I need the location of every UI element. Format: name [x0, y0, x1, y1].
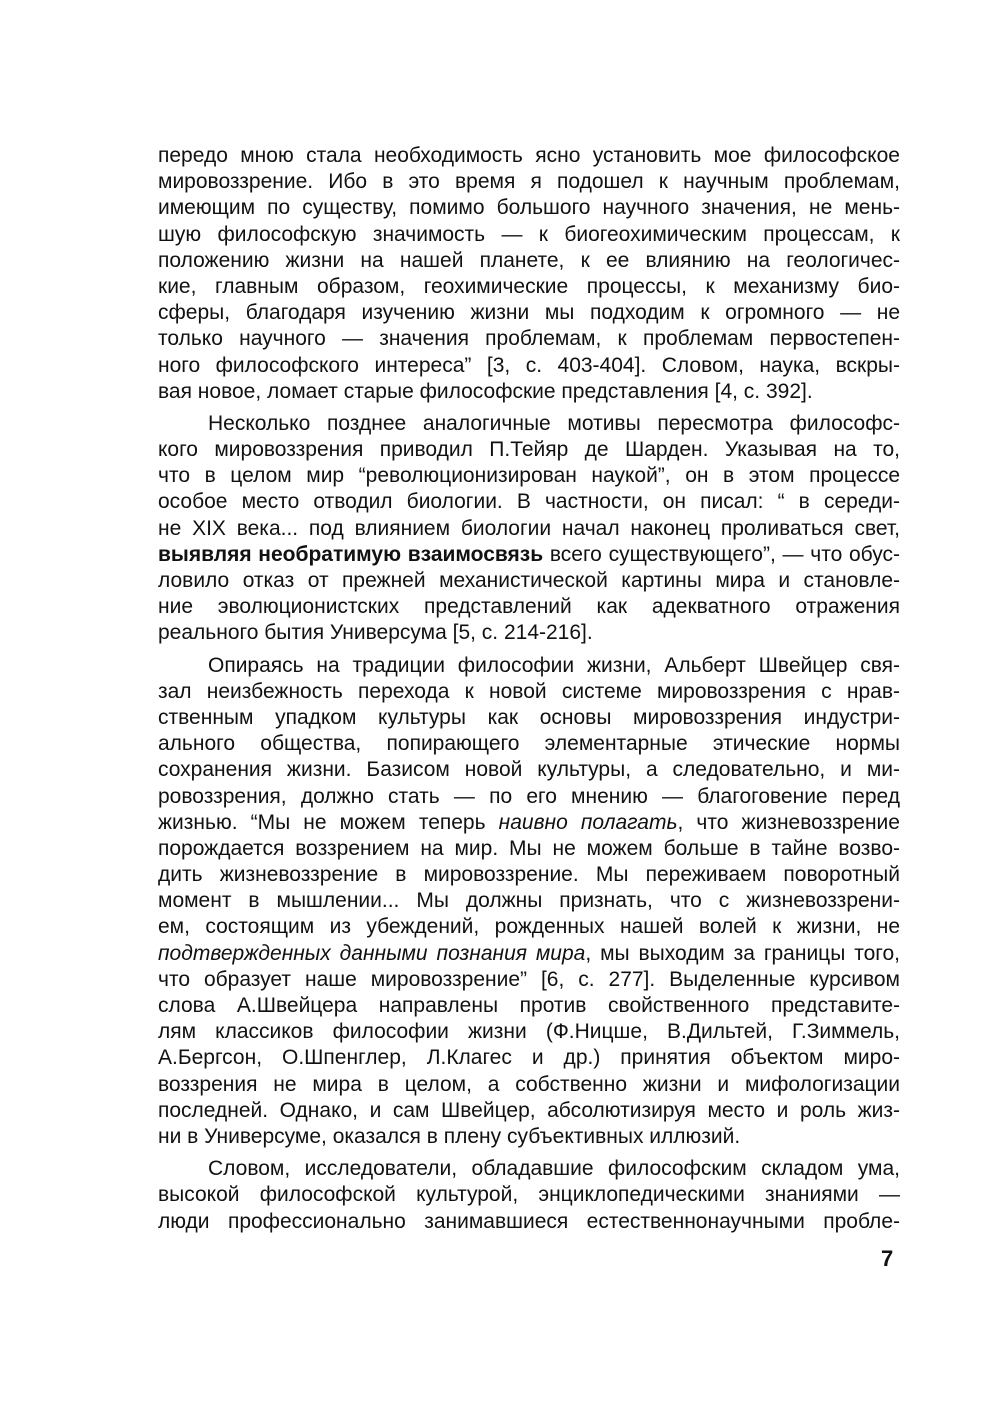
text-run: , что жизневоззрение: [677, 810, 900, 834]
text-line: сферы, благодаря изучению жизни мы подходим к огромного — не: [158, 301, 900, 325]
text-line: воззрения не мира в целом, а собственно жизни и мифологизации: [158, 1072, 900, 1096]
text-line: только научного — значения проблемам, к проблемам первостепен-: [158, 327, 900, 351]
text-line: ем, состоящим из убеждений, рожденных нашей волей к жизни, не: [158, 915, 900, 939]
text-line: вая новое, ломает старые философские представления [4, с. 392].: [158, 379, 813, 403]
page-text: [158, 143, 900, 1235]
text-line: реального бытия Универсума [5, с. 214-216].: [158, 621, 593, 645]
paragraph: [158, 653, 900, 1151]
text-line: не XIX века... под влиянием биологии начал наконец проливаться свет,: [158, 516, 900, 540]
text-line: порождается воззрением на мир. Мы не можем больше в тайне возво-: [158, 836, 900, 860]
text-line: положению жизни на нашей планете, к ее влиянию на геологичес-: [158, 248, 900, 272]
text-line: мировоззрение. Ибо в это время я подошел к научным проблемам,: [158, 170, 900, 194]
text-line: ни в Универсуме, оказался в плену субъективных иллюзий.: [158, 1124, 741, 1148]
paragraph: [158, 143, 900, 405]
text-line: ного философского интереса” [3, с. 403-404]. Словом, наука, вскры-: [158, 353, 900, 377]
text-line: последней. Однако, и сам Швейцер, абсолютизируя место и роль жиз-: [158, 1098, 900, 1122]
text-line: особое место отводил биологии. В частности, он писал: “ в середи-: [158, 490, 900, 514]
text-line: ние эволюционистских представлений как адекватного отражения: [158, 595, 900, 619]
text-line: Опираясь на традиции философии жизни, Альберт Швейцер свя-: [208, 653, 900, 677]
text-line: А.Бергсон, О.Шпенглер, Л.Клагес и др.) принятия объектом миро-: [158, 1046, 900, 1070]
text-run: всего существующего”, — что обус-: [543, 542, 900, 566]
text-line: сохранения жизни. Базисом новой культуры, а следовательно, и ми-: [158, 758, 900, 782]
text-line: люди профессионально занимавшиеся естественнонаучными пробле-: [158, 1209, 900, 1233]
text-line: зал неизбежность перехода к новой системе мировоззрения с нрав-: [158, 679, 900, 703]
text-line: слова А.Швейцера направлены против свойственного представите-: [158, 994, 900, 1017]
text-line: [158, 941, 900, 967]
text-line: кого мировоззрения приводил П.Тейяр де Шарден. Указывая на то,: [158, 438, 900, 462]
text-line: шую философскую значимость — к биогеохимическим процессам, к: [158, 222, 900, 246]
text-line: имеющим по существу, помимо большого научного значения, не мень-: [158, 196, 900, 220]
text-line: [158, 810, 900, 836]
text-line: ственным упадком культуры как основы мировоззрения индустри-: [158, 705, 900, 729]
text-line: Несколько позднее аналогичные мотивы пересмотра философс-: [208, 411, 900, 435]
italic-phrase: подтвержденных данными познания мира: [158, 941, 586, 965]
text-line: дить жизневоззрение в мировоззрение. Мы переживаем поворотный: [158, 863, 900, 887]
text-line: момент в мышлении... Мы должны признать, что с жизневоззрени-: [158, 889, 900, 913]
text-line: что в целом мир “революционизирован наукой”, он в этом процессе: [158, 464, 900, 488]
text-line: ловило отказ от прежней механистической картины мира и становле-: [158, 569, 900, 592]
text-line: [158, 542, 900, 568]
bold-phrase: выявляя необратимую взаимосвязь: [158, 542, 544, 566]
text-line: Словом, исследователи, обладавшие философским складом ума,: [208, 1157, 900, 1181]
text-line: высокой философской культурой, энциклопедическими знаниями —: [158, 1183, 900, 1207]
paragraph: [158, 411, 900, 647]
text-line: передо мною стала необходимость ясно установить мое философское: [158, 144, 900, 167]
text-line: ровоззрения, должно стать — по его мнению — благоговение перед: [158, 784, 900, 808]
page-number: 7: [881, 1246, 894, 1271]
text-run: , мы выходим за границы того,: [585, 941, 900, 965]
text-line: лям классиков философии жизни (Ф.Ницше, В.Дильтей, Г.Зиммель,: [158, 1020, 900, 1044]
italic-phrase: наивно полагать: [498, 810, 678, 834]
text-run: жизнью. “Мы не можем теперь: [158, 810, 499, 834]
paragraph: [158, 1156, 900, 1235]
text-line: что образует наше мировоззрение” [6, с. 277]. Выделенные курсивом: [158, 967, 900, 991]
text-line: ального общества, попирающего элементарные этические нормы: [158, 732, 900, 756]
text-line: кие, главным образом, геохимические процессы, к механизму био-: [158, 274, 900, 298]
